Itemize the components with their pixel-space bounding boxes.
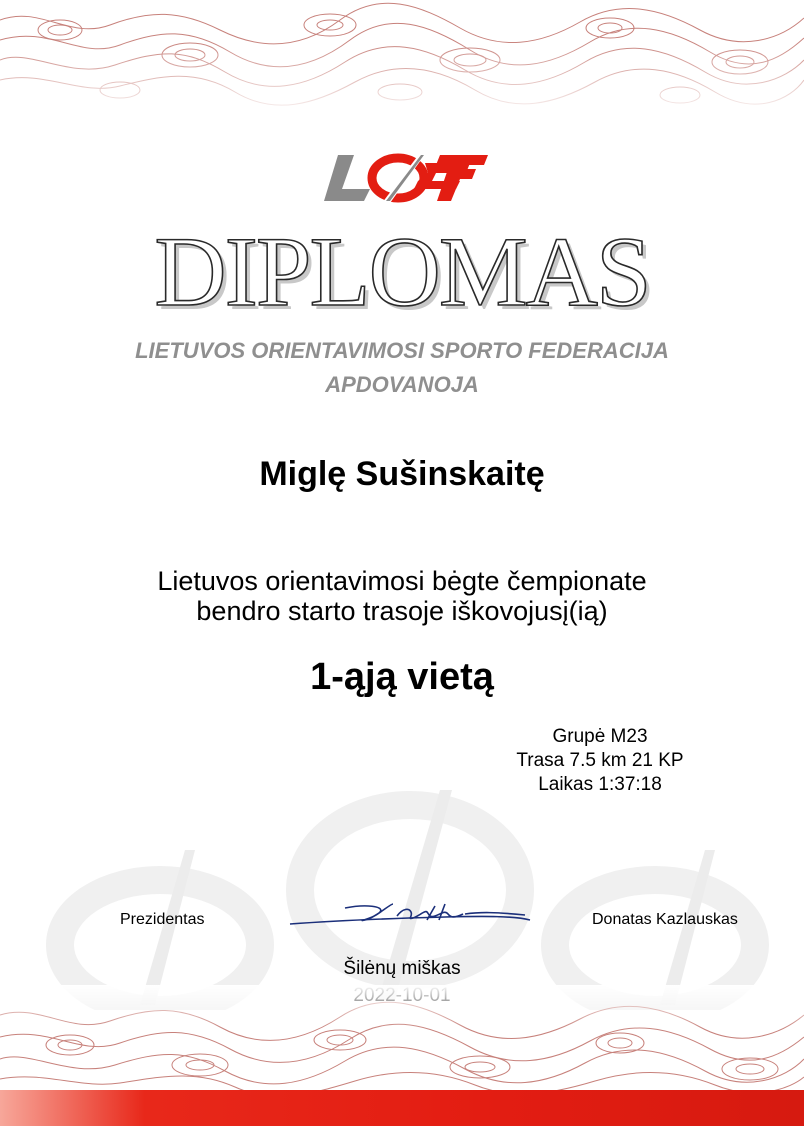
federation-awards-label: APDOVANOJA (325, 372, 479, 397)
place-awarded: 1-ąją vietą (310, 656, 494, 698)
course-detail: Trasa 7.5 km 21 KP (516, 750, 684, 771)
signature-image (285, 898, 535, 930)
topographic-pattern-bottom (0, 985, 804, 1090)
recipient-name: Miglę Sušinskaitę (259, 455, 545, 493)
losf-logo (320, 153, 490, 203)
group-detail: Grupė M23 (552, 726, 648, 747)
bottom-red-band (0, 1090, 804, 1126)
federation-name: LIETUVOS ORIENTAVIMOSI SPORTO FEDERACIJA (135, 338, 669, 363)
time-detail: Laikas 1:37:18 (538, 774, 662, 795)
event-description-line1: Lietuvos orientavimosi bėgte čempionate (157, 566, 647, 596)
venue: Šilėnų miškas (343, 958, 461, 979)
signatory-role: Prezidentas (120, 911, 205, 928)
losf-logo-icon (320, 153, 490, 203)
event-description-line2: bendro starto trasoje iškovojusį(ią) (196, 596, 608, 626)
topographic-pattern-top (0, 0, 804, 120)
signatory-name: Donatas Kazlauskas (592, 911, 738, 928)
diploma-title: DIPLOMAS (154, 216, 650, 327)
